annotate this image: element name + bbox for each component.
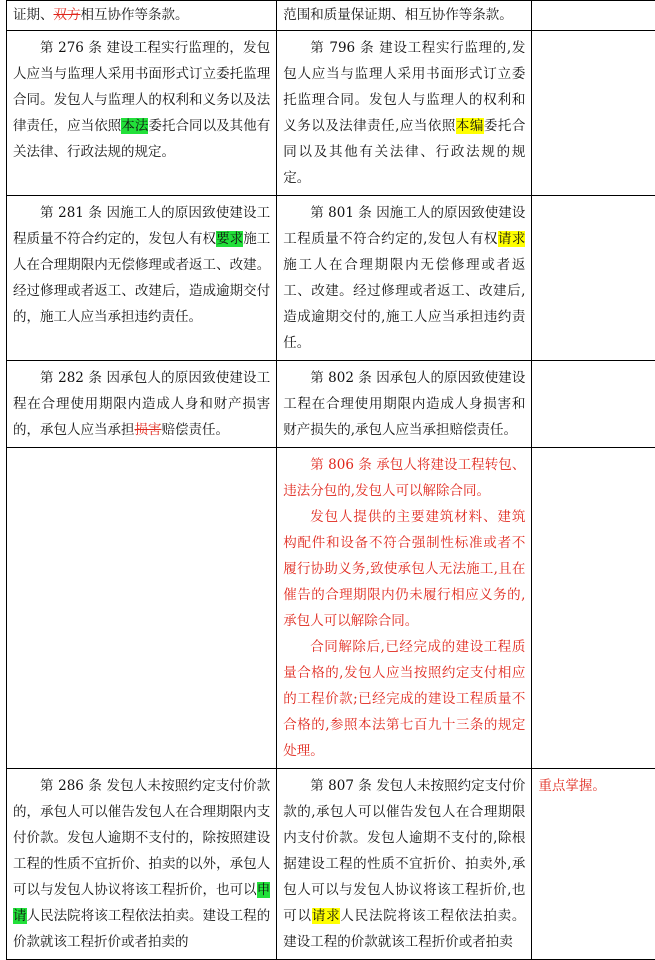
new-article-paragraph: 合同解除后,已经完成的建设工程质量合格的,发包人应当按照约定支付相应的工程价款;已经完成的建设工程质量不合格的,参照本法第七百九十三条的规定处理。	[283, 634, 525, 764]
table-row	[7, 1, 655, 31]
old-text-a: 第 282 条 因承包人的原因致使建设工程在合理使用期限内造成人身和财产损害的，承包人应当承担	[13, 370, 270, 438]
old-text-b: 相互协作等条款。	[81, 7, 189, 23]
key-point-note: 重点掌握。	[538, 778, 606, 794]
table-row	[7, 769, 655, 960]
new-text-b: 委托合同以及其他有关法律、行政法规的规定。	[283, 118, 525, 186]
deleted-text: 损害	[135, 422, 162, 438]
old-law-cell	[7, 769, 277, 960]
new-law-cell	[277, 196, 532, 361]
new-text: 范围和质量保证期、相互协作等条款。	[283, 7, 513, 23]
old-text-b: 委托合同以及其他有关法律、行政法规的规定。	[13, 118, 270, 160]
old-text-a: 第 281 条 因施工人的原因致使建设工程质量不符合约定的，发包人有权	[13, 205, 270, 247]
note-cell	[532, 31, 655, 196]
new-text-a: 第 807 条 发包人未按照约定支付价款的,承包人可以催告发包人在合理期限内支付价款。发包人逾期不支付的,除根据建设工程的性质不宜折价、拍卖外,承包人可以与发包人协议将该工程折价,也可以	[283, 778, 525, 924]
table-row	[7, 31, 655, 196]
old-law-cell	[7, 31, 277, 196]
highlighted-text: 要求	[216, 231, 243, 247]
old-law-cell	[7, 1, 277, 31]
note-cell	[532, 448, 655, 769]
new-law-cell	[277, 1, 532, 31]
new-text: 第 802 条 因承包人的原因致使建设工程在合理使用期限内造成人身损害和财产损失的,承包人应当承担赔偿责任。	[283, 370, 525, 438]
table-row	[7, 361, 655, 448]
comparison-table	[6, 0, 655, 960]
highlighted-text: 申请	[13, 882, 270, 924]
new-article-paragraph: 发包人提供的主要建筑材料、建筑构配件和设备不符合强制性标准或者不履行协助义务,致使承包人无法施工,且在催告的合理期限内仍未履行相应义务的,承包人可以解除合同。	[283, 504, 525, 634]
new-text-b: 人民法院将该工程依法拍卖。建设工程的价款就该工程折价或者拍卖	[283, 908, 525, 950]
old-law-cell	[7, 361, 277, 448]
old-text-a: 第 286 条 发包人未按照约定支付价款的，承包人可以催告发包人在合理期限内支付价款。发包人逾期不支付的，除按照建设工程的性质不宜折价、拍卖的以外，承包人可以与发包人协议将该工程折价，也可以	[13, 778, 270, 898]
table-row	[7, 448, 655, 769]
note-cell	[532, 196, 655, 361]
highlighted-text: 请求	[312, 908, 341, 924]
note-cell	[532, 1, 655, 31]
highlighted-text: 本法	[121, 118, 148, 134]
highlighted-text: 请求	[498, 231, 526, 247]
old-law-cell	[7, 196, 277, 361]
new-text-a: 第 796 条 建设工程实行监理的,发包人应当与监理人采用书面形式订立委托监理合同。发包人与监理人的权利和义务以及法律责任,应当依照	[283, 40, 525, 134]
new-law-cell	[277, 31, 532, 196]
note-cell	[532, 361, 655, 448]
highlighted-text: 本编	[456, 118, 484, 134]
new-article-paragraph: 第 806 条 承包人将建设工程转包、违法分包的,发包人可以解除合同。	[283, 452, 525, 504]
table-row	[7, 196, 655, 361]
note-cell	[532, 769, 655, 960]
new-law-cell	[277, 361, 532, 448]
old-text-b: 施工人在合理期限内无偿修理或者返工、改建。经过修理或者返工、改建后，造成逾期交付的，施工人应当承担违约责任。	[13, 231, 270, 325]
new-text-b: 施工人在合理期限内无偿修理或者返工、改建。经过修理或者返工、改建后,造成逾期交付的,施工人应当承担违约责任。	[283, 257, 525, 351]
new-law-cell	[277, 448, 532, 769]
old-text-a: 第 276 条 建设工程实行监理的，发包人应当与监理人采用书面形式订立委托监理合同。发包人与监理人的权利和义务以及法律责任，应当依照	[13, 40, 270, 134]
new-law-cell	[277, 769, 532, 960]
new-text-a: 第 801 条 因施工人的原因致使建设工程质量不符合约定的,发包人有权	[283, 205, 525, 247]
old-text-b: 赔偿责任。	[162, 422, 230, 438]
deleted-text: 双方	[54, 7, 81, 23]
old-text-b: 人民法院将该工程依法拍卖。建设工程的价款就该工程折价或者拍卖的	[13, 908, 270, 950]
old-text-a: 证期、	[13, 7, 54, 23]
old-law-cell-empty	[7, 448, 277, 769]
